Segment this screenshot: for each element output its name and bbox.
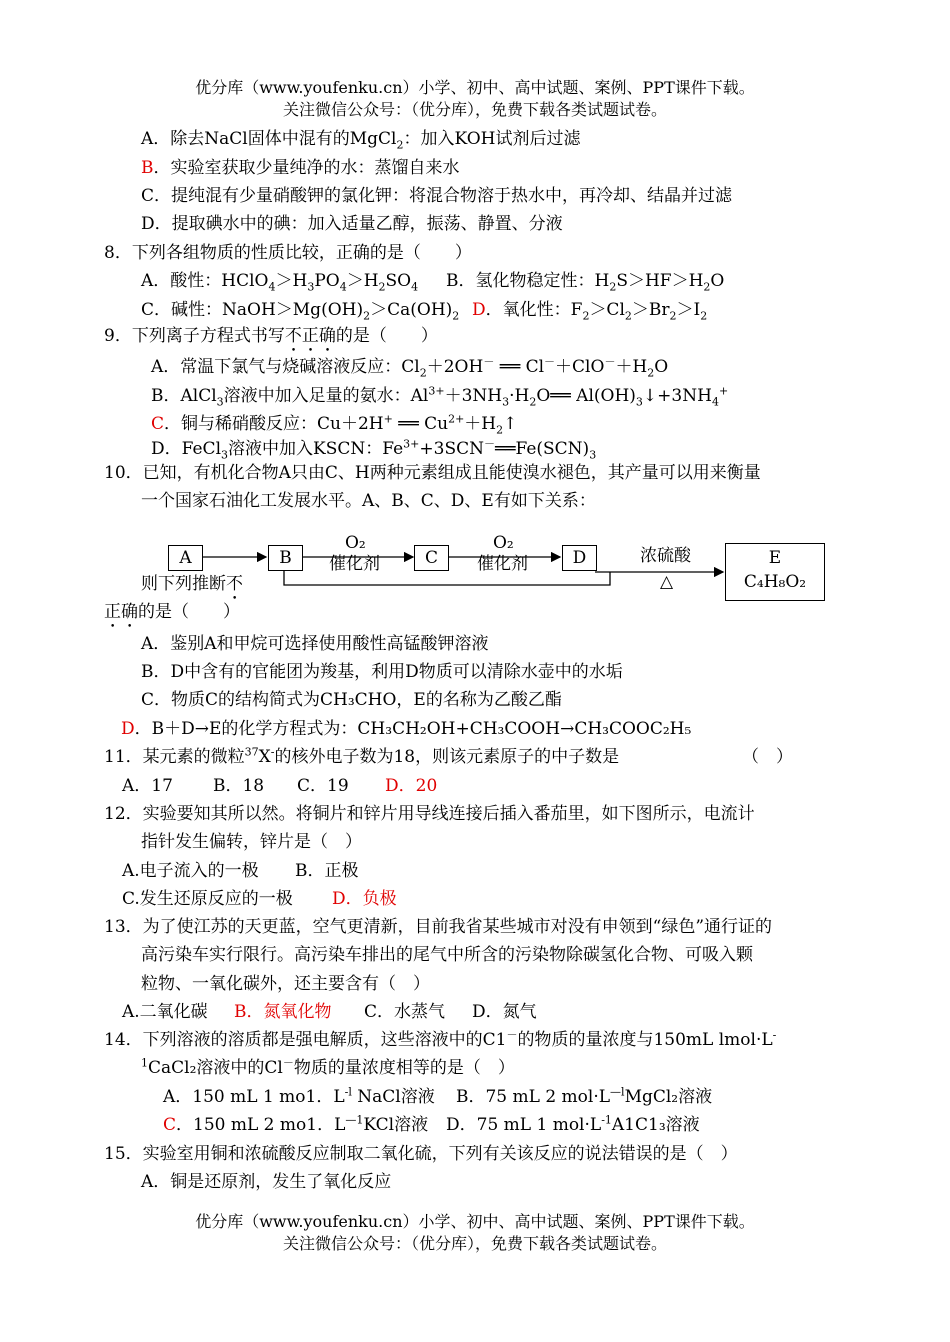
q8-option-c: C．碱性：$NaOH>Mg(OH)_2>Ca(OH)_2$ [141, 300, 460, 323]
q13-stem-1: 13．为了使江苏的天更蓝，空气更清新，目前我省某些城市对没有申领到“绿色”通行证的 [104, 917, 773, 937]
q14-option-c: C．150 mL 2 mo1．$L^{—1}KCl$溶液 [163, 1113, 429, 1135]
q7-option-b: B．实验室获取少量纯净的水：蒸馏自来水 [141, 158, 460, 178]
q9-option-a: A．常温下氯气与烧碱溶液反应：$Cl_2+2OH^-$ ══ $Cl^-+ClO^-+H_2O$ [151, 355, 669, 380]
q9-answer-mark: C [151, 414, 165, 434]
footer-line-2: 关注微信公众号：（优分库），免费下载各类试题试卷。 [282, 1234, 667, 1253]
q9-option-c: C．铜与稀硝酸反应：Cu＋2H+ ══ $Cu^{2+}+H_2↑$ [151, 412, 518, 437]
q7-option-a: A．除去NaCl固体中混有的MgCl$_2$：加入KOH试剂后过滤 [141, 129, 581, 152]
q14-option-b: B．75 mL 2 $mol\cdot L^{—l}MgCl_2$溶液 [456, 1085, 713, 1107]
q12-stem-2: 指针发生偏转，锌片是（ ） [141, 832, 362, 852]
q9-option-b: B．AlCl$_3$溶液中加入足量的氨水：$Al^{3+}+3NH_3\cdot H_2O══$ $Al(OH)_3↓+3NH_4^+$ [151, 384, 729, 409]
q10-option-a: A．鉴别A和甲烷可选择使用酸性高锰酸钾溶液 [141, 634, 489, 654]
q11-option-d: D．20 [385, 776, 438, 796]
o2-label-2: O₂ [493, 533, 514, 553]
q8-option-a: A．酸性：$HClO_4>H_3PO_4>H_2SO_4$ [141, 271, 419, 294]
q14-stem-2: $^1$CaCl₂溶液中的Cl－物质的量浓度相等的是（ ） [141, 1056, 515, 1078]
header-line-2: 关注微信公众号：（优分库），免费下载各类试题试卷。 [282, 100, 667, 119]
compound-d-box: D [562, 545, 597, 571]
q10-option-d: D．B＋D→E的化学方程式为：CH₃CH₂OH+CH₃COOH→CH₃COOC₂H₅ [121, 719, 692, 739]
q12-option-d: D．负极 [332, 889, 397, 909]
q7-option-d: D．提取碘水中的碘：加入适量乙醇，振荡、静置、分液 [141, 214, 563, 234]
q8-option-b: B．氢化物稳定性：$H_2S>HF>H_2O$ [446, 271, 725, 294]
q13-stem-2: 高污染车实行限行。高污染车排出的尾气中所含的污染物除碳氢化合物、可吸入颗 [141, 945, 753, 965]
q12-stem-1: 12．实验要知其所以然。将铜片和锌片用导线连接后插入番茄里，如下图所示，电流计 [104, 804, 755, 824]
q10-option-b: B．D中含有的官能团为羧基，利用D物质可以清除水壶中的水垢 [141, 662, 623, 682]
q13-option-c: C．水蒸气 [364, 1002, 446, 1022]
q12-option-c: C.发生还原反应的一极 [122, 889, 293, 909]
q11-paren: （ ） [742, 747, 793, 767]
q14-stem-1: 14．下列溶液的溶质都是强电解质，这些溶液中的C1－的物质的量浓度与150mL lmol·L- [104, 1028, 777, 1050]
q12-option-a: A.电子流入的一极 [122, 861, 259, 881]
q14-answer-mark: C [163, 1115, 177, 1135]
q7-option-c: C．提纯混有少量硝酸钾的氯化钾：将混合物溶于热水中，再冷却、结晶并过滤 [141, 186, 733, 206]
q13-stem-3: 粒物、一氧化碳外，还主要含有（ ） [141, 974, 430, 994]
compound-e-label: E [768, 548, 782, 568]
q10-answer-mark: D [121, 719, 135, 739]
catalyst-label-2: 催化剂 [477, 554, 528, 574]
o2-label-1: O₂ [345, 533, 366, 553]
q14-option-d: D．75 mL 1 $mol\cdot L^{-1}A1C1_3$溶液 [446, 1113, 700, 1135]
q13-option-b: B．氮氧化物 [234, 1002, 332, 1022]
q11-stem: 11．某元素的微粒$^{37}$X-的核外电子数为18，则该元素原子的中子数是 [104, 745, 620, 767]
q8-stem: 8．下列各组物质的性质比较，正确的是（ ） [104, 243, 472, 263]
q11-option-a: A．17 [122, 776, 173, 796]
q11-option-c: C．19 [297, 776, 349, 796]
q9-option-d: D．FeCl$_3$溶液中加入KSCN：$Fe^{3+}+3SCN^-══Fe(SCN)_3$ [151, 437, 597, 462]
q13-option-a: A.二氧化碳 [122, 1002, 208, 1022]
footer-line-1: 优分库（www.youfenku.cn）小学、初中、高中试题、案例、PPT课件下载。 [195, 1212, 755, 1231]
q10-stem-1: 10．已知，有机化合物A只由C、H两种元素组成且能使溴水褪色，其产量可以用来衡量 [104, 463, 761, 483]
q15-option-a: A．铜是还原剂，发生了氧化反应 [141, 1172, 392, 1192]
heat-symbol: △ [660, 572, 674, 592]
header-line-1: 优分库（www.youfenku.cn）小学、初中、高中试题、案例、PPT课件下载。 [195, 78, 755, 97]
q13-option-d: D．氮气 [472, 1002, 537, 1022]
q9-stem: 9．下列离子方程式书写不正确的是（ ） [104, 326, 438, 346]
q8-answer-mark: D [472, 300, 486, 320]
q12-option-b: B．正极 [295, 861, 359, 881]
q10-stem-2: 一个国家石油化工发展水平。A、B、C、D、E有如下关系： [141, 491, 596, 511]
compound-e-box [725, 543, 825, 601]
q8-option-d: D．氧化性：$F_2>Cl_2>Br_2>I_2$ [472, 300, 708, 323]
q7-answer-mark: B [141, 158, 154, 178]
catalyst-label-1: 催化剂 [329, 554, 380, 574]
compound-b-box: B [268, 545, 303, 571]
q10-option-c: C．物质C的结构简式为CH₃CHO，E的名称为乙酸乙酯 [141, 690, 562, 710]
conc-sulfuric-acid-label: 浓硫酸 [640, 546, 691, 566]
q15-stem: 15．实验室用铜和浓硫酸反应制取二氧化硫，下列有关该反应的说法错误的是（ ） [104, 1144, 738, 1164]
compound-c-box: C [414, 545, 449, 571]
q10-infer-line: 则下列推断不 [141, 574, 243, 594]
q14-option-a: A．150 mL 1 mo1．$L^{-l}$ NaCl溶液 [163, 1085, 435, 1107]
compound-e-formula: C₄H₈O₂ [743, 572, 807, 592]
compound-a-box: A [168, 545, 203, 571]
q11-option-b: B．18 [213, 776, 265, 796]
q10-infer-line-2: 正确的是（ ） [104, 602, 240, 622]
